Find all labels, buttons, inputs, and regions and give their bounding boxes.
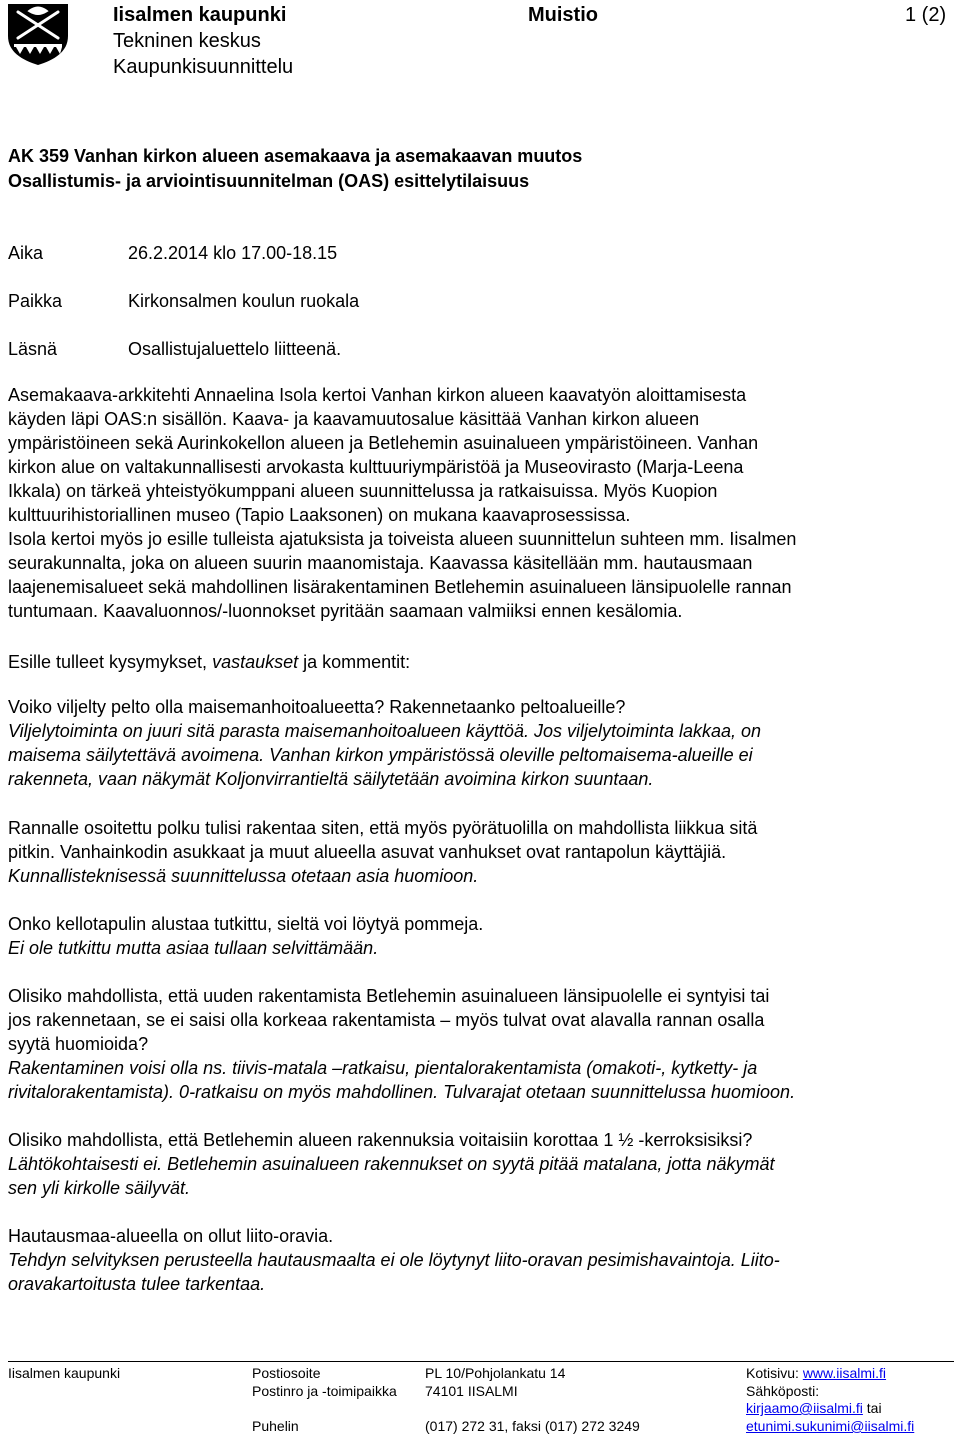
answer-line: Ei ole tutkittu mutta asiaa tullaan selvittämään.	[8, 938, 379, 958]
header-department: Tekninen keskus	[113, 30, 261, 52]
question-line: syytä huomioida?	[8, 1034, 149, 1054]
qa-item	[8, 695, 953, 791]
intro-line: tuntumaan. Kaavaluonnos/-luonnokset pyritään saamaan valmiiksi ennen kesälomia.	[8, 601, 683, 621]
footer-email-line2	[746, 1417, 914, 1435]
answer-line: Kunnallisteknisessä suunnittelussa otetaan asia huomioon.	[8, 866, 479, 886]
footer-postal-label: Postiosoite	[252, 1365, 321, 1381]
question-line: Onko kellotapulin alustaa tutkittu, sieltä voi löytyä pommeja.	[8, 914, 484, 934]
question-line: Voiko viljelty pelto olla maisemanhoitoalueetta? Rakennetaanko peltoalueille?	[8, 697, 626, 717]
intro-line: ympäristöineen sekä Aurinkokellon alueen ja Betlehemin asuinalueen ympäristöineen. Vanhan	[8, 433, 759, 453]
answer-line: maisema säilytettävä avoimena. Vanhan kirkon ympäristössä oleville peltomaisema-alueille ei	[8, 745, 753, 765]
document-title-line1: AK 359 Vanhan kirkon alueen asemakaava ja asemakaavan muutos	[8, 146, 583, 166]
email-link-personal[interactable]: etunimi.sukunimi@iisalmi.fi	[746, 1418, 915, 1434]
answer-line: oravakartoitusta tulee tarkentaa.	[8, 1274, 266, 1294]
website-link[interactable]: www.iisalmi.fi	[802, 1365, 887, 1381]
footer-zip-label: Postinro ja -toimipaikka	[252, 1383, 397, 1399]
answer-line: Viljelytoiminta on juuri sitä parasta maisemanhoitoalueen käyttöä. Jos viljelytoiminta lakkaa, on	[8, 721, 762, 741]
intro-line: Asemakaava-arkkitehti Annaelina Isola kertoi Vanhan kirkon alueen kaavatyön aloittamisesta	[8, 385, 747, 405]
question-line: Hautausmaa-alueella on ollut liito-oravia.	[8, 1226, 334, 1246]
footer-email-or: tai	[862, 1400, 882, 1416]
footer-email-line	[746, 1399, 882, 1417]
qa-item	[8, 1224, 953, 1296]
intro-line: Ikkala) on tärkeä yhteistyökumppani alueen suunnittelussa ja ratkaisuissa. Myös Kuopion	[8, 481, 718, 501]
answer-line: rakenneta, vaan näkymät Koljonvirrantieltä säilytetään avoimina kirkon suuntaan.	[8, 769, 654, 789]
intro-line: kulttuurihistoriallinen museo (Tapio Laaksonen) on mukana kaavaprosessissa.	[8, 505, 631, 525]
intro-line: kirkon alue on valtakunnallisesti arvokasta kulttuuriympäristöä ja Museovirasto (Marja-Leena	[8, 457, 744, 477]
footer-phone-value: (017) 272 31, faksi (017) 272 3249	[425, 1418, 640, 1434]
qa-heading-text: Esille tulleet kysymykset,	[8, 652, 213, 672]
meta-label-time: Aika	[8, 243, 44, 263]
document-type: Muistio	[528, 4, 598, 26]
intro-line: käyden läpi OAS:n sisällön. Kaava- ja kaavamuutosalue käsittää Vanhan kirkon alueen	[8, 409, 700, 429]
email-link-registry[interactable]: kirjaamo@iisalmi.fi	[746, 1400, 863, 1416]
qa-item	[8, 984, 953, 1104]
footer-website	[746, 1364, 886, 1382]
meta-value-attendees: Osallistujaluettelo liitteenä.	[128, 339, 342, 359]
answer-line: Tehdyn selvityksen perusteella hautausmaalta ei ole löytynyt liito-oravan pesimishavaintoja. Liito-	[8, 1250, 780, 1270]
city-coat-of-arms-logo	[6, 2, 70, 66]
footer-divider	[8, 1361, 954, 1362]
intro-line: seurakunnalta, joka on alueen suurin maanomistaja. Kaavassa käsitellään mm. hautausmaan	[8, 553, 753, 573]
header-unit: Kaupunkisuunnittelu	[113, 56, 294, 78]
qa-item	[8, 816, 953, 888]
qa-item	[8, 912, 953, 960]
question-line: Rannalle osoitettu polku tulisi rakentaa siten, että myös pyörätuolilla on mahdollista liikkua sitä	[8, 818, 758, 838]
question-line: Olisiko mahdollista, että uuden rakentamista Betlehemin asuinalueen länsipuolelle ei syntyisi tai	[8, 986, 770, 1006]
answer-line: rivitalorakentamista). 0-ratkaisu on myös mahdollinen. Tulvarajat otetaan suunnittelussa huomioon.	[8, 1082, 796, 1102]
question-line: jos rakennetaan, se ei saisi olla korkeaa rakentamista – myös tulvat ovat alavalla rannan osalla	[8, 1010, 765, 1030]
qa-heading-italic: vastaukset	[212, 652, 299, 672]
meta-value-place: Kirkonsalmen koulun ruokala	[128, 291, 360, 311]
meta-label-attendees: Läsnä	[8, 339, 58, 359]
footer-website-label: Kotisivu:	[746, 1365, 803, 1381]
intro-paragraph	[8, 383, 953, 623]
footer-postal-value: PL 10/Pohjolankatu 14	[425, 1365, 566, 1381]
footer-email-label: Sähköposti:	[746, 1383, 820, 1399]
meta-label-place: Paikka	[8, 291, 63, 311]
intro-line: Isola kertoi myös jo esille tulleista ajatuksista ja toiveista alueen suunnittelun suhteen mm. Iisalmen	[8, 529, 797, 549]
answer-line: Rakentaminen voisi olla ns. tiivis-matala –ratkaisu, pientalorakentamista (omakoti-, kytketty- ja	[8, 1058, 758, 1078]
footer-phone-label: Puhelin	[252, 1418, 299, 1434]
footer-organization: Iisalmen kaupunki	[8, 1365, 121, 1381]
header-organization: Iisalmen kaupunki	[113, 4, 287, 26]
answer-line: sen yli kirkolle säilyvät.	[8, 1178, 191, 1198]
qa-heading-text: ja kommentit:	[298, 652, 411, 672]
meta-value-time: 26.2.2014 klo 17.00-18.15	[128, 243, 338, 263]
footer-zip-value: 74101 IISALMI	[425, 1383, 518, 1399]
document-title-line2: Osallistumis- ja arviointisuunnitelman (OAS) esittelytilaisuus	[8, 171, 530, 191]
qa-item	[8, 1128, 953, 1200]
intro-line: laajenemisalueet sekä mahdollinen lisärakentaminen Betlehemin asuinalueen länsipuolelle rannan	[8, 577, 792, 597]
question-line: Olisiko mahdollista, että Betlehemin alueen rakennuksia voitaisiin korottaa 1 ½ -kerroksisiksi?	[8, 1130, 753, 1150]
answer-line: Lähtökohtaisesti ei. Betlehemin asuinalueen rakennukset on syytä pitää matalana, jotta näkymät	[8, 1154, 775, 1174]
question-line: pitkin. Vanhainkodin asukkaat ja muut alueella asuvat vanhukset ovat rantapolun käyttäjiä.	[8, 842, 727, 862]
qa-heading	[8, 650, 953, 674]
page-number: 1 (2)	[905, 4, 947, 26]
